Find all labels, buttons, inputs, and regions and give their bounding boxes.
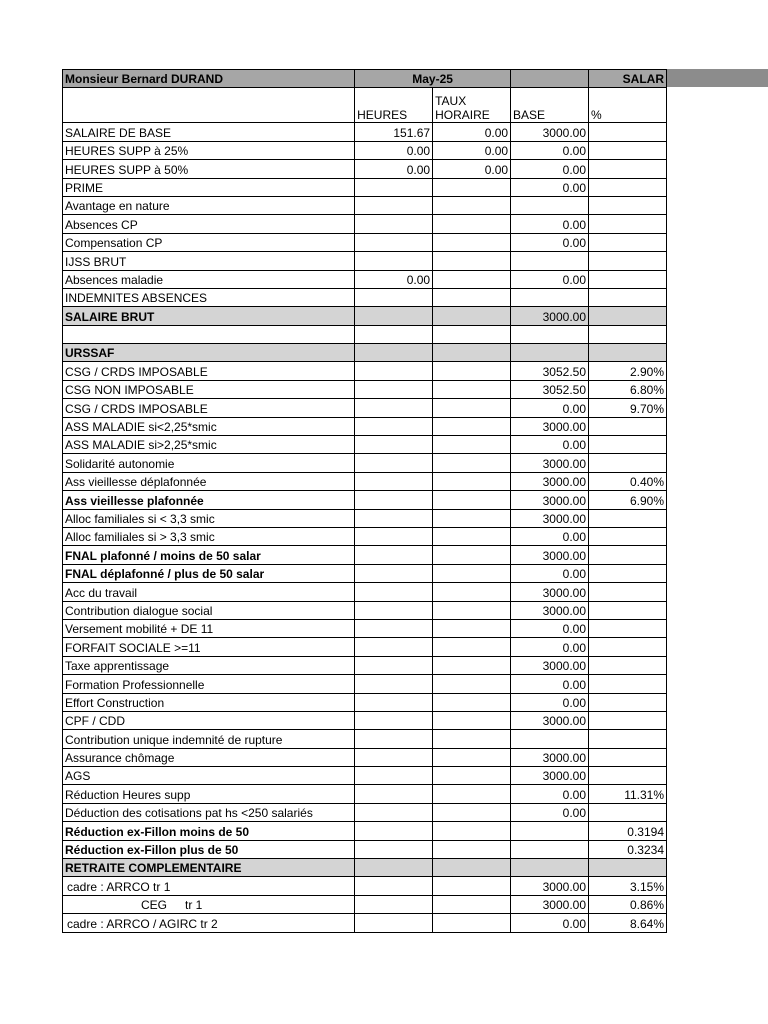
- rate-cell: [433, 527, 511, 545]
- rate-cell: [433, 656, 511, 674]
- pct-cell: [589, 215, 667, 233]
- base-cell: 3000.00: [511, 583, 589, 601]
- table-row: [63, 619, 667, 637]
- hours-cell: [355, 436, 433, 454]
- hours-cell: [355, 840, 433, 858]
- row-label: Acc du travail: [63, 583, 355, 601]
- hours-cell: [355, 822, 433, 840]
- pct-cell: [589, 141, 667, 159]
- table-row: [63, 417, 667, 435]
- rate-cell: [433, 215, 511, 233]
- row-label: SALAIRE BRUT: [63, 307, 355, 325]
- base-cell: 3000.00: [511, 307, 589, 325]
- header-empty-cell: [511, 70, 589, 88]
- column-header-base: BASE: [511, 88, 589, 123]
- base-cell: [511, 822, 589, 840]
- base-cell: 3000.00: [511, 491, 589, 509]
- rate-cell: [433, 619, 511, 637]
- pct-cell: [589, 325, 667, 343]
- pct-cell: [589, 509, 667, 527]
- rate-cell: [433, 638, 511, 656]
- hours-cell: 0.00: [355, 270, 433, 288]
- row-label: Réduction Heures supp: [63, 785, 355, 803]
- hours-cell: [355, 546, 433, 564]
- hours-cell: [355, 472, 433, 490]
- base-cell: 0.00: [511, 638, 589, 656]
- row-label: ASS MALADIE si<2,25*smic: [63, 417, 355, 435]
- base-cell: 3000.00: [511, 417, 589, 435]
- pct-cell: [589, 675, 667, 693]
- row-label: Versement mobilité + DE 11: [63, 619, 355, 637]
- row-label: RETRAITE COMPLEMENTAIRE: [63, 859, 355, 877]
- base-cell: 0.00: [511, 141, 589, 159]
- hours-cell: [355, 803, 433, 821]
- row-label: Avantage en nature: [63, 196, 355, 214]
- row-label: Réduction ex-Fillon moins de 50: [63, 822, 355, 840]
- base-cell: [511, 859, 589, 877]
- row-label: CSG / CRDS IMPOSABLE: [63, 399, 355, 417]
- table-row: [63, 546, 667, 564]
- base-cell: 0.00: [511, 215, 589, 233]
- row-label: Absences CP: [63, 215, 355, 233]
- hours-cell: [355, 362, 433, 380]
- row-label: Ass vieillesse déplafonnée: [63, 472, 355, 490]
- rate-cell: [433, 380, 511, 398]
- row-label: Compensation CP: [63, 233, 355, 251]
- rate-cell: [433, 491, 511, 509]
- base-cell: 0.00: [511, 619, 589, 637]
- hours-cell: [355, 399, 433, 417]
- row-label: Solidarité autonomie: [63, 454, 355, 472]
- rate-cell: [433, 417, 511, 435]
- rate-cell: 0.00: [433, 160, 511, 178]
- table-row: [63, 399, 667, 417]
- table-row: [63, 693, 667, 711]
- rate-cell: [433, 730, 511, 748]
- hours-cell: [355, 767, 433, 785]
- hours-cell: [355, 252, 433, 270]
- pct-cell: [589, 123, 667, 141]
- table-row: [63, 840, 667, 858]
- pct-cell: [589, 601, 667, 619]
- rate-cell: [433, 196, 511, 214]
- table-row: [63, 307, 667, 325]
- row-label: Ass vieillesse plafonnée: [63, 491, 355, 509]
- table-row: [63, 380, 667, 398]
- row-label: FNAL déplafonné / plus de 50 salar: [63, 564, 355, 582]
- pct-cell: [589, 859, 667, 877]
- rate-cell: [433, 693, 511, 711]
- row-label: Alloc familiales si > 3,3 smic: [63, 527, 355, 545]
- table-row: [63, 344, 667, 362]
- row-label: Contribution unique indemnité de rupture: [63, 730, 355, 748]
- hours-cell: 151.67: [355, 123, 433, 141]
- base-cell: 0.00: [511, 564, 589, 582]
- pct-cell: [589, 546, 667, 564]
- table-row: [63, 583, 667, 601]
- row-label: CSG / CRDS IMPOSABLE: [63, 362, 355, 380]
- pct-cell: [589, 288, 667, 306]
- table-row: [63, 509, 667, 527]
- base-cell: 3000.00: [511, 123, 589, 141]
- row-label: Déduction des cotisations pat hs <250 salariés: [63, 803, 355, 821]
- base-cell: 3000.00: [511, 877, 589, 895]
- base-cell: 3000.00: [511, 509, 589, 527]
- pct-cell: [589, 270, 667, 288]
- table-row: [63, 711, 667, 729]
- hours-cell: [355, 730, 433, 748]
- pct-cell: 8.64%: [589, 914, 667, 932]
- table-row: [63, 160, 667, 178]
- rate-cell: [433, 748, 511, 766]
- base-cell: [511, 325, 589, 343]
- pct-cell: [589, 711, 667, 729]
- rate-cell: [433, 601, 511, 619]
- table-row: [63, 564, 667, 582]
- base-cell: 0.00: [511, 399, 589, 417]
- base-cell: 3000.00: [511, 546, 589, 564]
- row-label: HEURES SUPP à 50%: [63, 160, 355, 178]
- base-cell: 3052.50: [511, 380, 589, 398]
- row-label: CPF / CDD: [63, 711, 355, 729]
- rate-cell: 0.00: [433, 141, 511, 159]
- base-cell: 3000.00: [511, 472, 589, 490]
- base-cell: [511, 730, 589, 748]
- pct-cell: 0.86%: [589, 895, 667, 913]
- hours-cell: [355, 693, 433, 711]
- rate-cell: [433, 767, 511, 785]
- pct-cell: [589, 454, 667, 472]
- pct-cell: [589, 583, 667, 601]
- pay-month: May-25: [355, 70, 511, 88]
- rate-cell: [433, 344, 511, 362]
- table-row: [63, 877, 667, 895]
- pct-cell: 2.90%: [589, 362, 667, 380]
- header-row: [63, 70, 667, 88]
- hours-cell: [355, 859, 433, 877]
- base-cell: 0.00: [511, 270, 589, 288]
- table-row: [63, 859, 667, 877]
- rate-cell: [433, 564, 511, 582]
- base-cell: 0.00: [511, 693, 589, 711]
- row-label: [63, 895, 355, 913]
- row-label-part-a: CEG: [141, 898, 168, 913]
- base-cell: 3000.00: [511, 656, 589, 674]
- column-header-rate: [433, 88, 511, 123]
- row-label: CSG NON IMPOSABLE: [63, 380, 355, 398]
- employee-name: Monsieur Bernard DURAND: [63, 70, 355, 88]
- base-cell: 3000.00: [511, 895, 589, 913]
- row-label: PRIME: [63, 178, 355, 196]
- table-row: [63, 123, 667, 141]
- table-row: [63, 748, 667, 766]
- hours-cell: [355, 638, 433, 656]
- rate-cell: [433, 546, 511, 564]
- base-cell: 0.00: [511, 233, 589, 251]
- rate-cell: [433, 252, 511, 270]
- base-cell: 0.00: [511, 803, 589, 821]
- rate-cell: [433, 583, 511, 601]
- base-cell: 3052.50: [511, 362, 589, 380]
- pct-cell: [589, 803, 667, 821]
- rate-cell: [433, 436, 511, 454]
- base-cell: [511, 196, 589, 214]
- hours-cell: 0.00: [355, 160, 433, 178]
- rate-cell: [433, 178, 511, 196]
- rate-cell: [433, 785, 511, 803]
- rate-cell: [433, 840, 511, 858]
- row-label: Effort Construction: [63, 693, 355, 711]
- column-header-hours: HEURES: [355, 88, 433, 123]
- hours-cell: [355, 196, 433, 214]
- row-label: IJSS BRUT: [63, 252, 355, 270]
- salary-label: SALAR: [589, 70, 667, 88]
- pct-cell: [589, 748, 667, 766]
- row-label: Contribution dialogue social: [63, 601, 355, 619]
- pct-cell: [589, 730, 667, 748]
- table-row: [63, 785, 667, 803]
- row-label: FORFAIT SOCIALE >=11: [63, 638, 355, 656]
- payroll-table: [62, 69, 667, 933]
- table-row: [63, 325, 667, 343]
- rate-cell: [433, 895, 511, 913]
- table-row: [63, 270, 667, 288]
- table-row: [63, 822, 667, 840]
- pct-cell: [589, 564, 667, 582]
- base-cell: [511, 344, 589, 362]
- row-label: URSSAF: [63, 344, 355, 362]
- pct-cell: [589, 436, 667, 454]
- rate-cell: [433, 362, 511, 380]
- hours-cell: [355, 417, 433, 435]
- rate-cell: 0.00: [433, 123, 511, 141]
- hours-cell: [355, 288, 433, 306]
- row-label: Absences maladie: [63, 270, 355, 288]
- base-cell: [511, 252, 589, 270]
- hours-cell: [355, 233, 433, 251]
- rate-cell: [433, 288, 511, 306]
- row-label: [63, 325, 355, 343]
- base-cell: 3000.00: [511, 748, 589, 766]
- table-row: [63, 675, 667, 693]
- base-cell: 0.00: [511, 675, 589, 693]
- row-label: Formation Professionnelle: [63, 675, 355, 693]
- rate-cell: [433, 914, 511, 932]
- table-row: [63, 196, 667, 214]
- hours-cell: [355, 877, 433, 895]
- table-row: [63, 491, 667, 509]
- hours-cell: [355, 711, 433, 729]
- rate-cell: [433, 675, 511, 693]
- pct-cell: 6.80%: [589, 380, 667, 398]
- column-header-pct: %: [589, 88, 667, 123]
- row-label: AGS: [63, 767, 355, 785]
- row-label: Réduction ex-Fillon plus de 50: [63, 840, 355, 858]
- base-cell: 0.00: [511, 436, 589, 454]
- column-header-row: [63, 88, 667, 123]
- pct-cell: [589, 252, 667, 270]
- base-cell: 3000.00: [511, 454, 589, 472]
- base-cell: 0.00: [511, 785, 589, 803]
- rate-cell: [433, 399, 511, 417]
- row-label: Alloc familiales si < 3,3 smic: [63, 509, 355, 527]
- hours-cell: [355, 509, 433, 527]
- row-label: cadre : ARRCO tr 1: [63, 877, 355, 895]
- row-label-part-b: tr 1: [185, 898, 203, 913]
- table-row: [63, 895, 667, 913]
- rate-cell: [433, 270, 511, 288]
- table-row: [63, 362, 667, 380]
- hours-cell: [355, 619, 433, 637]
- table-row: [63, 252, 667, 270]
- row-label: cadre : ARRCO / AGIRC tr 2: [63, 914, 355, 932]
- row-label: Taxe apprentissage: [63, 656, 355, 674]
- row-label: HEURES SUPP à 25%: [63, 141, 355, 159]
- hours-cell: [355, 454, 433, 472]
- table-row: [63, 914, 667, 932]
- table-row: [63, 436, 667, 454]
- table-row: [63, 215, 667, 233]
- table-row: [63, 141, 667, 159]
- base-cell: 3000.00: [511, 767, 589, 785]
- hours-cell: [355, 748, 433, 766]
- pct-cell: [589, 767, 667, 785]
- pct-cell: 0.3234: [589, 840, 667, 858]
- table-row: [63, 472, 667, 490]
- base-cell: 3000.00: [511, 711, 589, 729]
- row-label: FNAL plafonné / moins de 50 salar: [63, 546, 355, 564]
- salary-header-strip: [667, 69, 768, 87]
- rate-cell: [433, 822, 511, 840]
- hours-cell: [355, 178, 433, 196]
- pct-cell: 0.40%: [589, 472, 667, 490]
- hours-cell: [355, 215, 433, 233]
- pct-cell: [589, 344, 667, 362]
- hours-cell: [355, 785, 433, 803]
- table-row: [63, 730, 667, 748]
- hours-cell: [355, 914, 433, 932]
- base-cell: 0.00: [511, 160, 589, 178]
- rate-cell: [433, 877, 511, 895]
- rate-cell: [433, 454, 511, 472]
- rate-cell: [433, 711, 511, 729]
- hours-cell: [355, 656, 433, 674]
- pct-cell: [589, 196, 667, 214]
- column-header-rate-line1: TAUX: [435, 94, 467, 109]
- rate-cell: [433, 472, 511, 490]
- pct-cell: 9.70%: [589, 399, 667, 417]
- base-cell: 0.00: [511, 914, 589, 932]
- hours-cell: [355, 564, 433, 582]
- row-label: INDEMNITES ABSENCES: [63, 288, 355, 306]
- table-row: [63, 454, 667, 472]
- hours-cell: [355, 583, 433, 601]
- pct-cell: 3.15%: [589, 877, 667, 895]
- hours-cell: [355, 344, 433, 362]
- hours-cell: [355, 527, 433, 545]
- pct-cell: [589, 656, 667, 674]
- table-row: [63, 601, 667, 619]
- table-row: [63, 527, 667, 545]
- pct-cell: [589, 638, 667, 656]
- pct-cell: [589, 527, 667, 545]
- column-header-rate-line2: HORAIRE: [435, 108, 490, 123]
- table-row: [63, 178, 667, 196]
- base-cell: 0.00: [511, 527, 589, 545]
- pct-cell: 11.31%: [589, 785, 667, 803]
- table-row: [63, 803, 667, 821]
- base-cell: [511, 288, 589, 306]
- pct-cell: [589, 693, 667, 711]
- pct-cell: [589, 417, 667, 435]
- pct-cell: 0.3194: [589, 822, 667, 840]
- table-row: [63, 767, 667, 785]
- hours-cell: [355, 601, 433, 619]
- row-label: Assurance chômage: [63, 748, 355, 766]
- hours-cell: [355, 675, 433, 693]
- hours-cell: [355, 491, 433, 509]
- hours-cell: [355, 307, 433, 325]
- rate-cell: [433, 803, 511, 821]
- pct-cell: [589, 619, 667, 637]
- pct-cell: [589, 160, 667, 178]
- base-cell: [511, 840, 589, 858]
- rate-cell: [433, 307, 511, 325]
- pct-cell: 6.90%: [589, 491, 667, 509]
- pct-cell: [589, 233, 667, 251]
- pct-cell: [589, 307, 667, 325]
- column-header-label: [63, 88, 355, 123]
- rate-cell: [433, 233, 511, 251]
- table-row: [63, 638, 667, 656]
- rate-cell: [433, 325, 511, 343]
- table-row: [63, 656, 667, 674]
- hours-cell: 0.00: [355, 141, 433, 159]
- row-label: ASS MALADIE si>2,25*smic: [63, 436, 355, 454]
- table-row: [63, 233, 667, 251]
- hours-cell: [355, 895, 433, 913]
- hours-cell: [355, 380, 433, 398]
- row-label: SALAIRE DE BASE: [63, 123, 355, 141]
- rate-cell: [433, 859, 511, 877]
- base-cell: 0.00: [511, 178, 589, 196]
- hours-cell: [355, 325, 433, 343]
- pct-cell: [589, 178, 667, 196]
- base-cell: 3000.00: [511, 601, 589, 619]
- table-row: [63, 288, 667, 306]
- rate-cell: [433, 509, 511, 527]
